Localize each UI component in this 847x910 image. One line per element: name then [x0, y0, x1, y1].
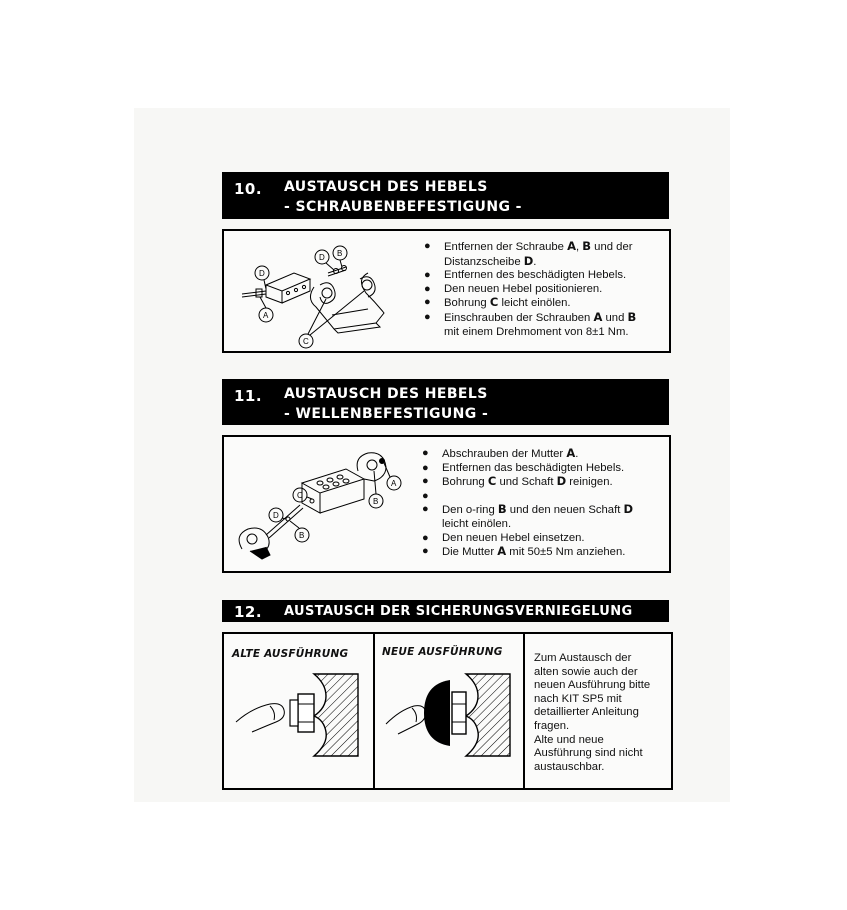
section-10-number: 10.: [234, 180, 263, 198]
section-11-box: [222, 435, 671, 573]
step: ● Entfernen der Schraube A, B und der: [424, 239, 633, 253]
label-c: C: [297, 491, 303, 500]
label-c: C: [303, 337, 309, 346]
label-d: D: [273, 511, 279, 520]
section-10-title-line2: - SCHRAUBENBEFESTIGUNG -: [284, 199, 522, 215]
section-10-title-line1: AUSTAUSCH DES HEBELS: [284, 179, 488, 195]
section-12-header: [222, 600, 669, 622]
label-b-left: B: [299, 531, 305, 540]
section-12-title: AUSTAUSCH DER SICHERUNGSVERNIEGELUNG: [284, 604, 633, 619]
section-11-title-line2: - WELLENBEFESTIGUNG -: [284, 406, 489, 422]
section-10-steps: [422, 240, 667, 339]
label-b-right: B: [373, 497, 379, 506]
step: ● Abschrauben der Mutter A.: [422, 446, 579, 460]
old-version-heading: ALTE AUSFÜHRUNG: [232, 648, 349, 660]
label-a: A: [391, 479, 397, 488]
label-d-top: D: [319, 253, 325, 262]
step: ● Den neuen Hebel positionieren.: [424, 282, 603, 295]
new-lock-illustration: [380, 670, 520, 780]
section-12-box: [222, 632, 673, 790]
lever-shaft-diagram: [228, 439, 404, 569]
section-11-header: [222, 379, 669, 425]
section-12-number: 12.: [234, 603, 263, 621]
section-11-number: 11.: [234, 387, 263, 405]
divider: [523, 634, 525, 788]
section-11-title-line1: AUSTAUSCH DES HEBELS: [284, 386, 488, 402]
lever-screw-diagram: [236, 233, 396, 351]
step: ● Bohrung C leicht einölen.: [424, 295, 571, 310]
section-10-header: [222, 172, 669, 219]
old-lock-illustration: [230, 670, 370, 780]
label-b-top: B: [337, 249, 343, 258]
step-cont: Distanzscheibe D.: [444, 253, 537, 268]
step-cont: leicht einölen.: [442, 517, 512, 530]
new-version-heading: NEUE AUSFÜHRUNG: [382, 646, 503, 658]
step: ● Entfernen des beschädigten Hebels.: [424, 269, 627, 282]
section-11-steps: [420, 447, 667, 560]
step: ● Einschrauben der Schrauben A und B: [424, 309, 637, 324]
step-cont: mit einem Drehmoment von 8±1 Nm.: [444, 325, 629, 338]
divider: [373, 634, 375, 788]
label-d-left: D: [259, 269, 265, 278]
step: ● Die Mutter A mit 50±5 Nm anziehen.: [422, 544, 626, 559]
step: ● Bohrung C und Schaft D reinigen.: [422, 474, 613, 489]
step-empty: ●: [422, 489, 429, 502]
step: ● Den neuen Hebel einsetzen.: [422, 531, 585, 544]
step: ● Entfernen das beschädigten Hebels.: [422, 461, 625, 474]
label-a: A: [263, 311, 269, 320]
replacement-note: Zum Austausch der alten sowie auch der neuen Ausführung bitte nach KIT SP5 mit detaillierter Anleitung fragen. Alte und neue Ausführung sind nicht austauschbar.: [534, 652, 651, 773]
section-10-box: [222, 229, 671, 353]
step: ● Den o-ring B und den neuen Schaft D: [422, 502, 634, 517]
